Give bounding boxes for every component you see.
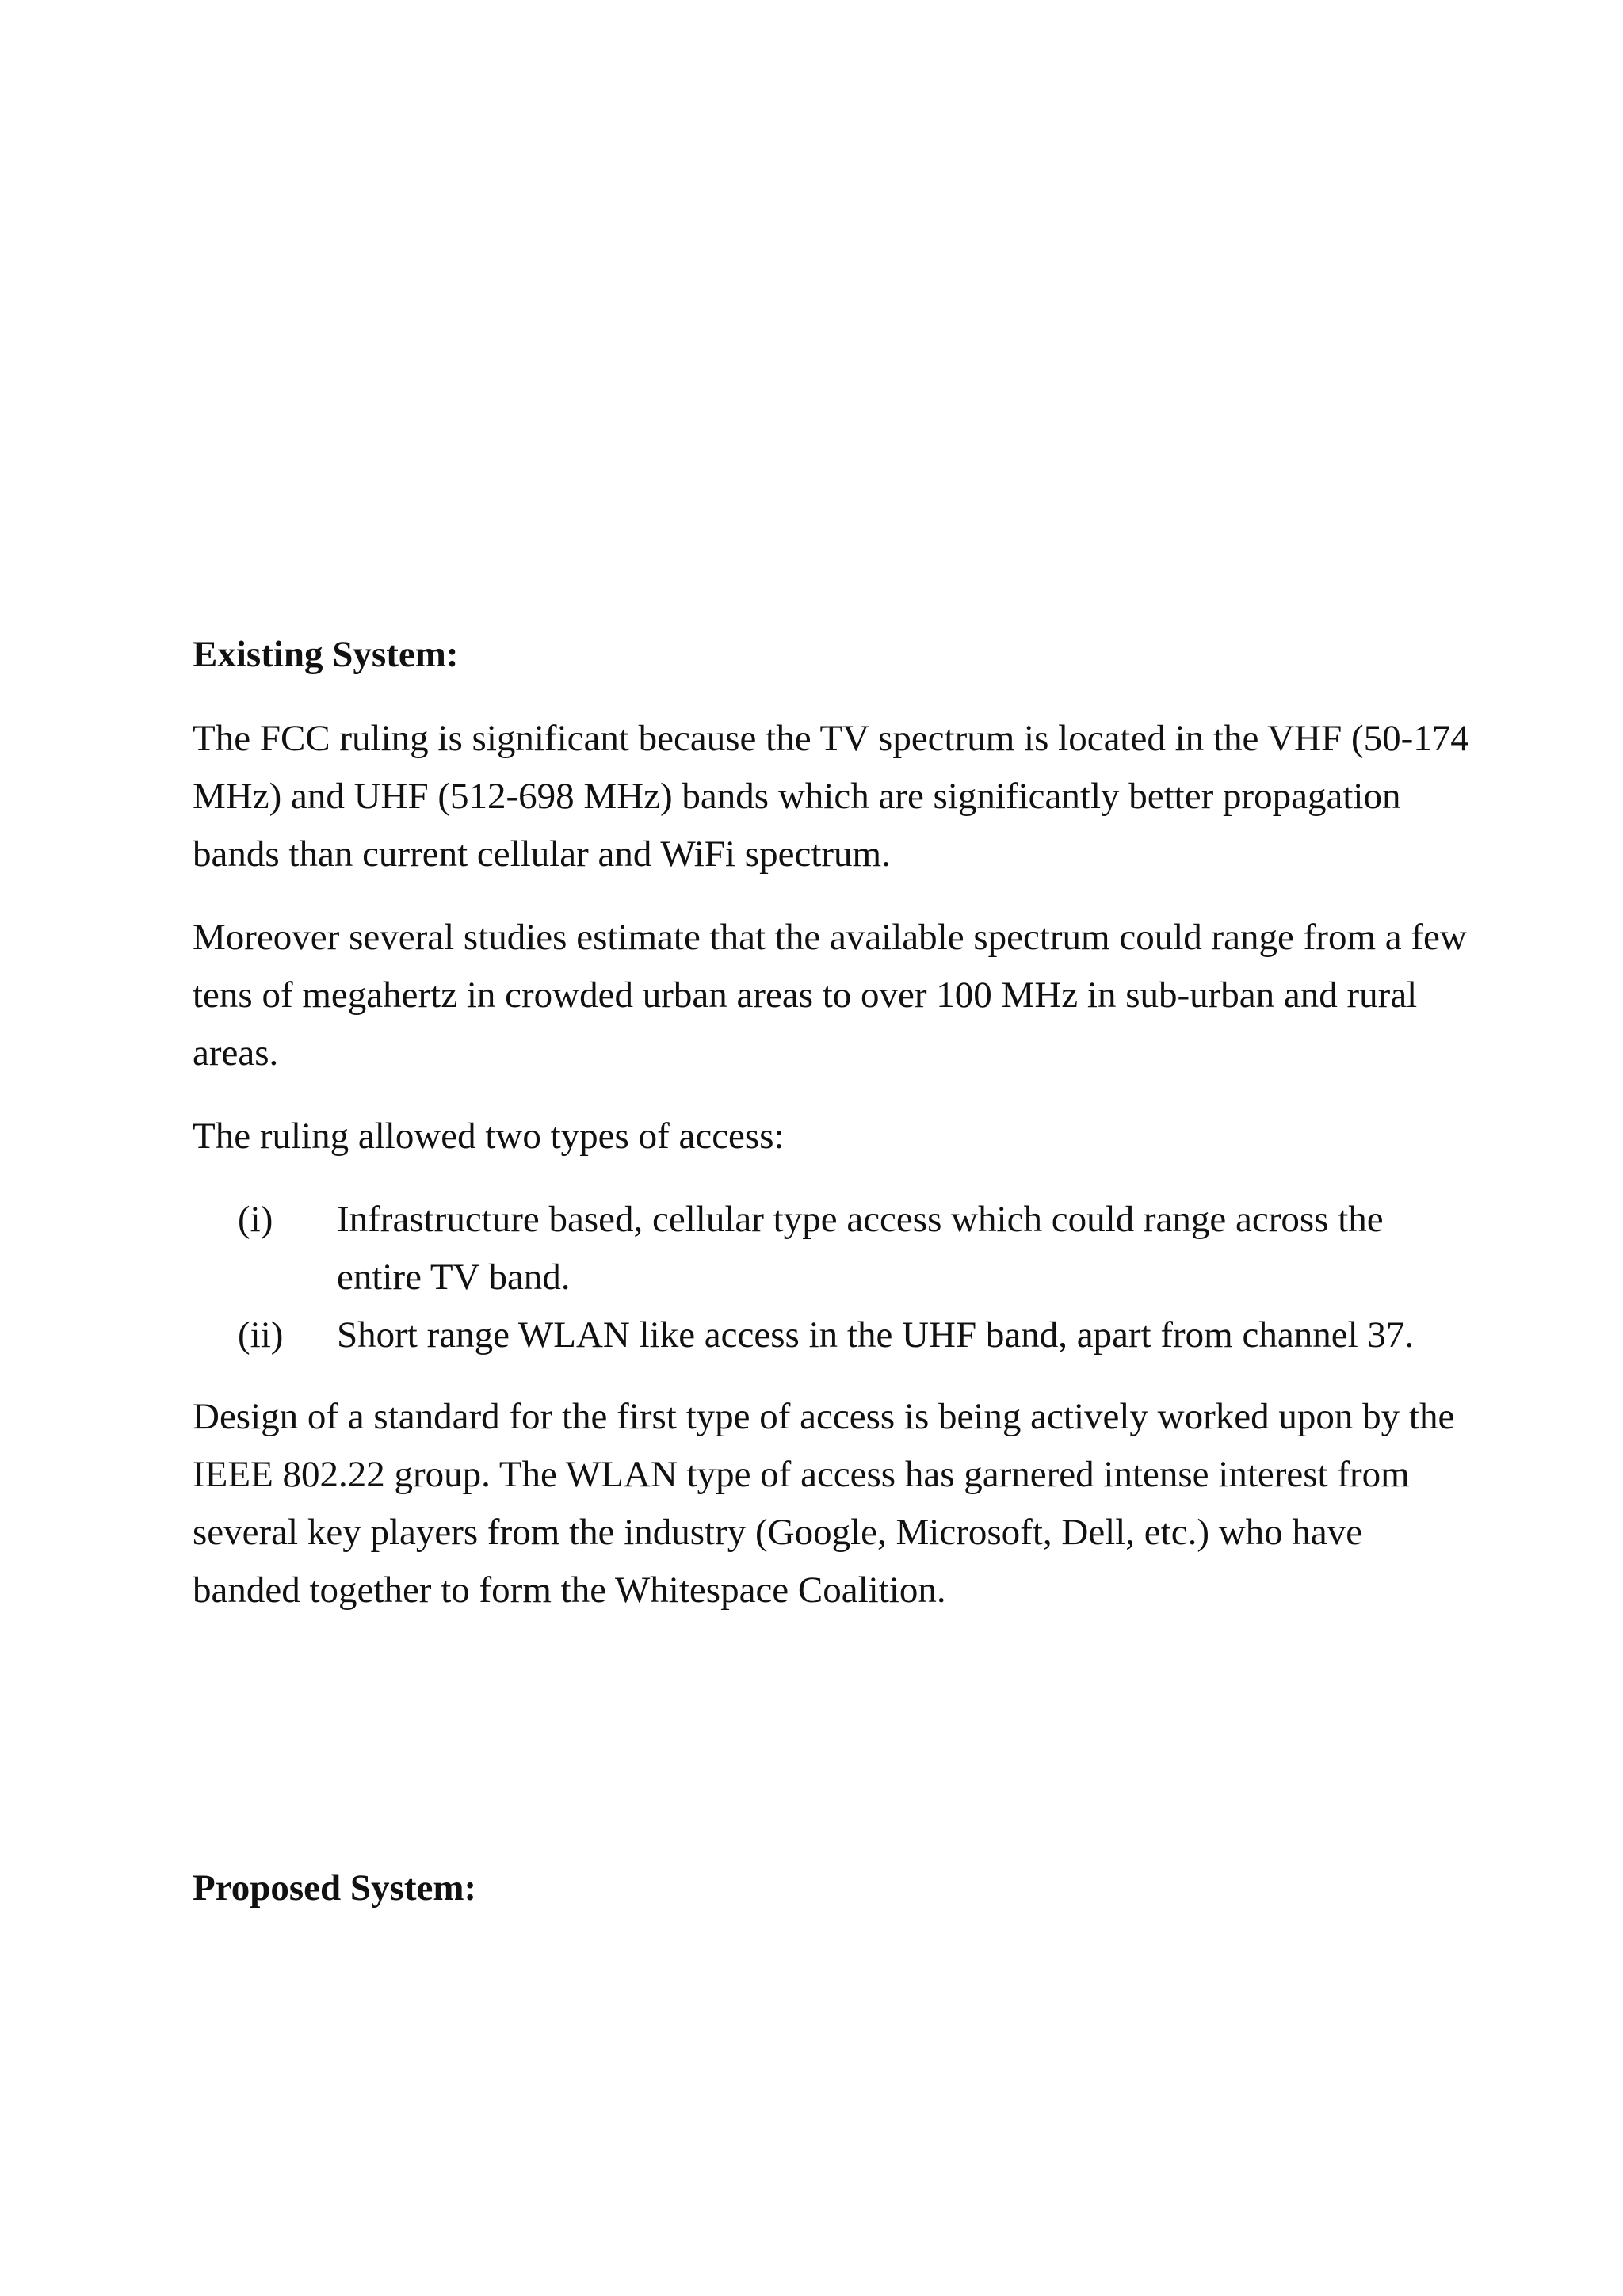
- paragraph-spectrum-estimate: Moreover several studies estimate that the available spectrum could range from a few tens of megahertz in crowded urban areas to over 100 MHz in sub-urban and rural areas.: [193, 917, 1467, 1074]
- list-marker: (i): [238, 1199, 273, 1240]
- list-marker: (ii): [238, 1314, 284, 1356]
- list-item: [193, 1191, 1476, 1306]
- paragraph-ieee-whitespace: Design of a standard for the first type of access is being actively worked upon by the IEEE 802.22 group. The WLAN type of access has garnered intense interest from several key players from the industry (Google, Microsoft, Dell, etc.) who have banded together to form the Whitespace Coalition.: [193, 1396, 1455, 1611]
- proposed-system-heading: Proposed System:: [193, 1867, 477, 1909]
- access-types-list: [193, 1191, 1476, 1364]
- list-item: [193, 1306, 1476, 1364]
- paragraph-fcc-ruling: The FCC ruling is significant because the TV spectrum is located in the VHF (50-174 MHz) and UHF (512-698 MHz) bands which are significantly better propagation bands than current cellular and WiFi spectrum.: [193, 718, 1469, 875]
- list-item-text: Short range WLAN like access in the UHF band, apart from channel 37.: [337, 1314, 1415, 1356]
- existing-system-section: [193, 626, 1476, 1619]
- list-item-text: Infrastructure based, cellular type access which could range across the entire TV band.: [337, 1199, 1384, 1298]
- paragraph-access-types-intro: The ruling allowed two types of access:: [193, 1116, 785, 1157]
- existing-system-heading: Existing System:: [193, 634, 459, 675]
